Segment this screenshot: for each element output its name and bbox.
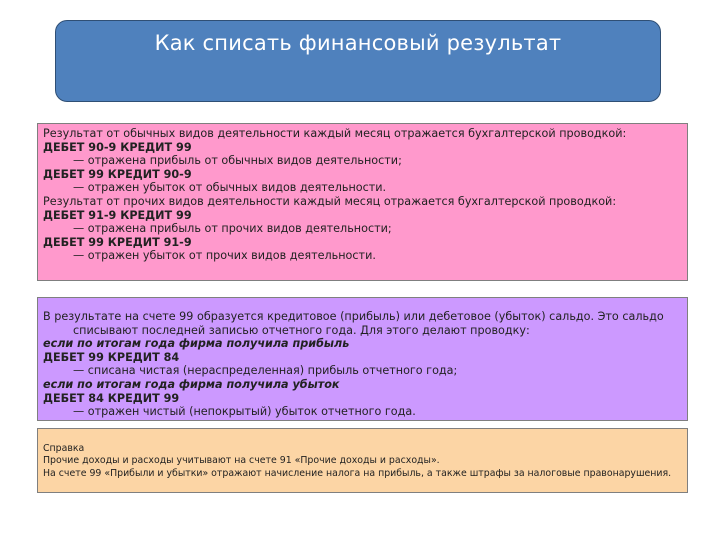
year-end-box [37, 297, 688, 421]
text-line: списывают последней записью отчетного года. Для этого делают проводку: [73, 323, 530, 337]
text-line: — отражен убыток от обычных видов деятельности. [73, 181, 387, 195]
text-line: В результате на счете 99 образуется кредитовое (прибыль) или дебетовое (убыток) сальдо. Это сальдо [43, 310, 664, 323]
condition-line: если по итогам года фирма получила убыток [43, 377, 340, 391]
page-title: Как списать финансовый результат [154, 31, 562, 55]
condition-line: если по итогам года фирма получила прибыль [43, 337, 350, 351]
posting-entry: ДЕБЕТ 99 КРЕДИТ 84 [43, 350, 180, 364]
text-line: — отражена прибыль от обычных видов деятельности; [73, 154, 402, 168]
text-line: — отражен чистый (непокрытый) убыток отчетного года. [73, 405, 416, 419]
posting-entry: ДЕБЕТ 99 КРЕДИТ 90-9 [43, 167, 192, 181]
posting-entry: ДЕБЕТ 99 КРЕДИТ 91-9 [43, 235, 192, 249]
posting-entry: ДЕБЕТ 84 КРЕДИТ 99 [43, 391, 180, 405]
text-line: Справка [43, 443, 85, 454]
text-line: Результат от прочих видов деятельности каждый месяц отражается бухгалтерской проводкой: [43, 194, 617, 208]
title-banner [55, 20, 661, 102]
text-line: — списана чистая (нераспределенная) прибыль отчетного года; [73, 364, 458, 378]
text-line: — отражен убыток от прочих видов деятельности. [73, 249, 376, 263]
text-line: Прочие доходы и расходы учитывают на счете 91 «Прочие доходы и расходы». [43, 455, 440, 467]
regular-activities-box [37, 123, 688, 281]
text-line: — отражена прибыль от прочих видов деятельности; [73, 222, 392, 236]
posting-entry: ДЕБЕТ 91-9 КРЕДИТ 99 [43, 208, 192, 222]
text-line: На счете 99 «Прибыли и убытки» отражают начисление налога на прибыль, а также штрафы за налоговые правонарушения. [43, 467, 672, 479]
reference-box [37, 428, 688, 493]
posting-entry: ДЕБЕТ 90-9 КРЕДИТ 99 [43, 140, 192, 154]
text-line: Результат от обычных видов деятельности каждый месяц отражается бухгалтерской проводкой: [43, 127, 627, 140]
